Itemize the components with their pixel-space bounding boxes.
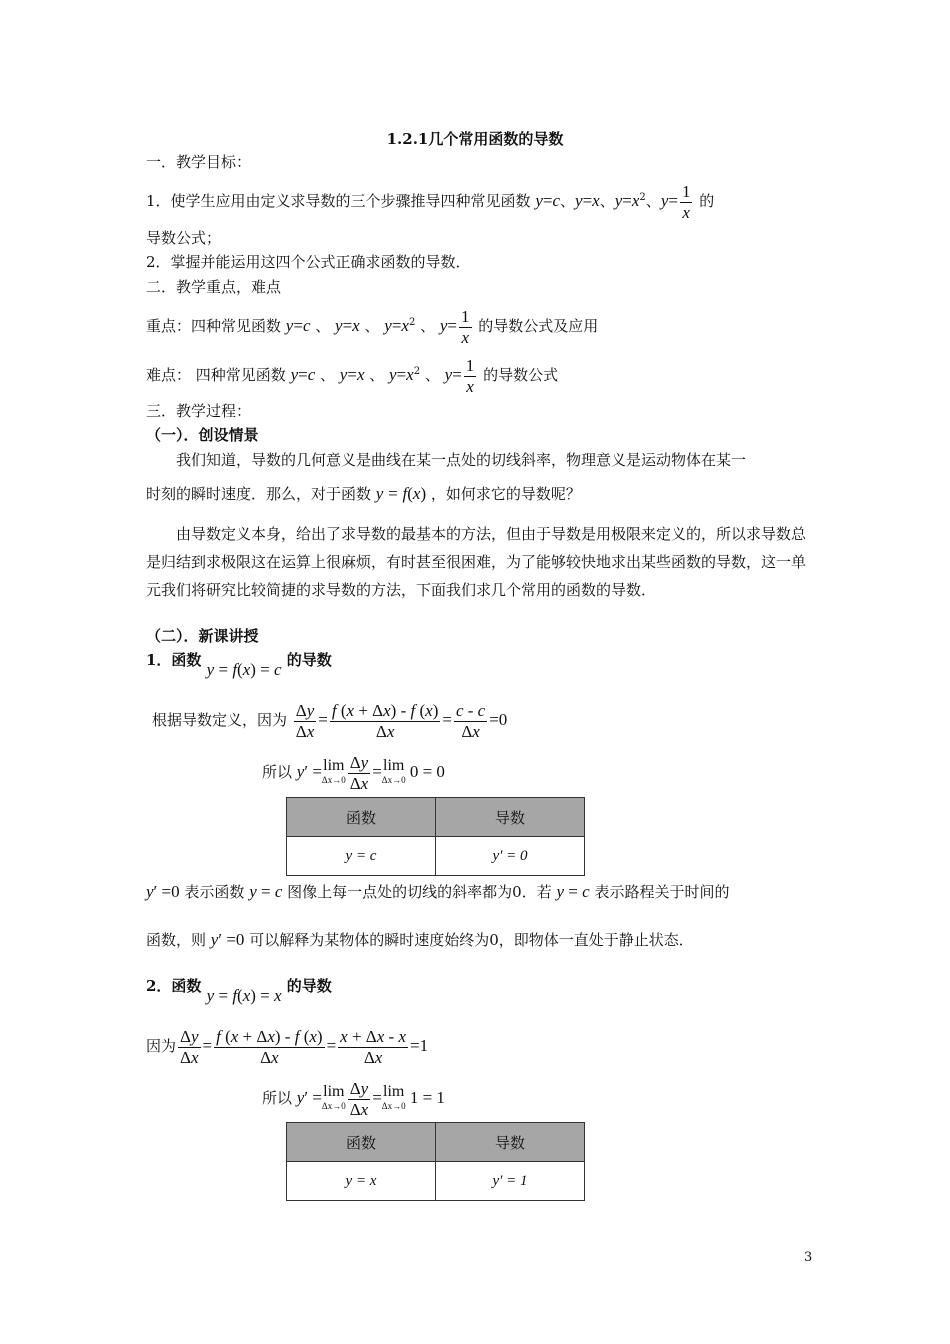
difficult-points: 难点： 四种常见函数 y=c 、 y=x 、 $y=x^2$ 、 y= $\frac{1}{x}$ 的导数公式 <box>146 355 559 396</box>
table-2-header-derivative: 导数 <box>436 1123 585 1162</box>
section-2-heading: 二．教学重点，难点 <box>146 278 282 296</box>
paragraph-2: 由导数定义本身，给出了求导数的最基本的方法，但由于导数是用极限来定义的，所以求导数总是归结到求极限这在运算上很麻烦，有时甚至很困难，为了能够较快地求出某些函数的导数，这一单元我们将研究比较简捷的求导数的方法，下面我们求几个常用的函数的导数． <box>146 525 807 599</box>
derivation-2: 因为 $\frac{\Delta y}{\Delta x}$ = $\frac{f (x + \Delta x) - f (x)}{\Delta x}$ = $\frac{x + \Delta x - x}{\Delta x}$ =1 <box>146 1026 429 1067</box>
goal-2: 2．掌握并能运用这四个公式正确求函数的导数． <box>146 253 471 271</box>
page-title: 1.2.1几个常用函数的导数 <box>386 130 564 148</box>
explanation-text-4: 函数，则 <box>146 931 207 949</box>
paragraph-1-text: 时刻的瞬时速度．那么，对于函数 <box>146 485 372 503</box>
part-1-heading: （一）．创设情景 <box>146 426 259 444</box>
table-1-derivative: y′ = 0 <box>436 837 585 876</box>
limit-1: 所以 y′ = lim Δx→0 $\frac{\Delta y}{\Delta x}$ = lim Δx→0 0 = 0 <box>262 752 445 793</box>
section-3-heading: 三．教学过程： <box>146 402 252 420</box>
topic-2-suffix: 的导数 <box>286 977 332 995</box>
explanation-text-3: 表示路程关于时间的 <box>594 883 730 901</box>
difficult-points-label: 难点： 四种常见函数 <box>146 366 286 384</box>
topic-1-heading: 1．函数 y = f(x) = c 的导数 <box>146 651 332 679</box>
derivative-table-2 <box>286 1122 585 1201</box>
explanation-text-1: 表示函数 <box>184 883 245 901</box>
goal-1-tail: 导数公式； <box>146 229 222 247</box>
difficult-points-suffix: 的导数公式 <box>483 366 559 384</box>
topic-1-label: 1．函数 <box>146 651 202 669</box>
goal-1: 1．使学生应用由定义求导数的三个步骤推导四种常见函数 y=c、y=x、$y=x^2$、y= $\frac{1}{x}$ 的 <box>146 181 715 222</box>
table-1-header-derivative: 导数 <box>436 798 585 837</box>
table-2-header-function: 函数 <box>287 1123 436 1162</box>
derivation-1-label: 根据导数定义，因为 <box>152 711 288 729</box>
section-1-heading: 一．教学目标： <box>146 153 252 171</box>
paragraph-1-suffix: ，如何求它的导数呢？ <box>430 485 581 503</box>
topic-2-label: 2．函数 <box>146 977 202 995</box>
key-points-suffix: 的导数公式及应用 <box>478 317 599 335</box>
key-points-label: 重点：四种常见函数 <box>146 317 282 335</box>
topic-1-suffix: 的导数 <box>286 651 332 669</box>
table-1-function: y = c <box>287 837 436 876</box>
explanation-text-2: 图像上每一点处的切线的斜率都为0．若 <box>287 883 552 901</box>
limit-2: 所以 y′ = lim Δx→0 $\frac{\Delta y}{\Delta x}$ = lim Δx→0 1 = 1 <box>262 1078 445 1119</box>
part-2-heading: （二）．新课讲授 <box>146 627 259 645</box>
topic-2-heading: 2．函数 y = f(x) = x 的导数 <box>146 977 332 1005</box>
explanation-line-1: y′ =0 表示函数 y = c 图像上每一点处的切线的斜率都为0．若 y = c 表示路程关于时间的 <box>146 882 730 901</box>
key-points: 重点：四种常见函数 y=c 、 y=x 、 $y=x^2$ 、 y= $\frac{1}{x}$ 的导数公式及应用 <box>146 306 599 347</box>
explanation-text-5: 可以解释为某物体的瞬时速度始终为0，即物体一直处于静止状态． <box>249 931 694 949</box>
paragraph-1-line-1: 我们知道，导数的几何意义是曲线在某一点处的切线斜率，物理意义是运动物体在某一 <box>176 451 747 469</box>
limit-1-label: 所以 <box>262 763 293 781</box>
derivation-2-label: 因为 <box>146 1037 177 1055</box>
table-1-header-function: 函数 <box>287 798 436 837</box>
table-2-function: y = x <box>287 1162 436 1201</box>
derivation-1: 根据导数定义，因为 $\frac{\Delta y}{\Delta x}$ = $\frac{f (x + \Delta x) - f (x)}{\Delta x}$ = $\frac{c - c}{\Delta x}$ =0 <box>152 700 508 741</box>
goal-1-suffix: 的 <box>699 192 715 210</box>
page-number: 3 <box>804 1250 813 1265</box>
goal-1-text: 1．使学生应用由定义求导数的三个步骤推导四种常见函数 <box>146 192 531 210</box>
paragraph-1-line-2: 时刻的瞬时速度．那么，对于函数 y = f(x) ，如何求它的导数呢？ <box>146 484 581 503</box>
table-2-derivative: y′ = 1 <box>436 1162 585 1201</box>
limit-2-label: 所以 <box>262 1089 293 1107</box>
derivative-table-1 <box>286 797 585 876</box>
explanation-line-2: 函数，则 y′ =0 可以解释为某物体的瞬时速度始终为0，即物体一直处于静止状态． <box>146 930 694 949</box>
